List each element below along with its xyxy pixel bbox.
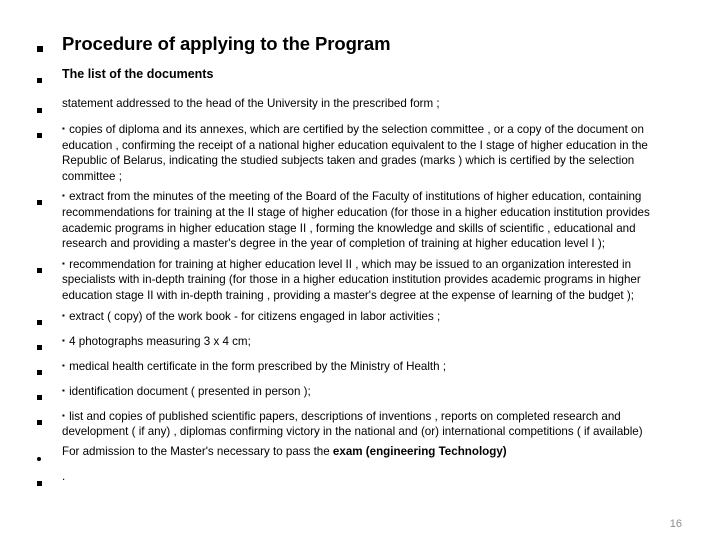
list-item [30,333,680,354]
square-bullet-icon [30,96,54,117]
list-item-body [54,383,680,400]
square-bullet-icon [30,66,54,87]
final-list-item [30,469,680,490]
square-bullet-icon [30,469,54,490]
list-item-text: extract from the minutes of the meeting of the Board of the Faculty of institutions of higher education, containing recommendations for training at the II stage of higher education (for those in a higher education institution provides academic programs in higher education stage II , forming the knowledge and skills of scientific , educational and research and providing a master's degree in the year of completion of training at higher education level I ); [62,190,650,251]
page-title: Procedure of applying to the Program [62,33,391,54]
list-item-text: medical health certificate in the form prescribed by the Ministry of Health ; [69,359,447,373]
square-bullet-icon [30,408,54,429]
list-item [30,96,680,117]
list-item [30,256,680,304]
list-item-body [54,256,680,304]
inner-square-bullet-icon: ▪ [62,385,66,395]
list-item-body [54,308,680,325]
square-bullet-icon [30,333,54,354]
square-bullet-icon [30,358,54,379]
page-number: 16 [669,518,682,530]
inner-square-bullet-icon: ▪ [62,124,66,133]
list-item-text: 4 photographs measuring 3 x 4 cm; [69,334,251,348]
inner-square-bullet-icon: ▪ [62,360,66,370]
inner-square-bullet-icon: ▪ [62,410,66,420]
square-bullet-icon [30,121,54,142]
list-item-body [54,408,680,440]
list-item-text: list and copies of published scientific papers, descriptions of inventions , reports on completed research and development ( if any) , diplomas confirming victory in the national and (or) international competitions ( if available) [62,409,643,439]
round-bullet-icon [30,444,54,465]
inner-square-bullet-icon: ▪ [62,310,66,320]
inner-square-bullet-icon: ▪ [62,191,66,201]
list-item-body [54,333,680,350]
final-item-text: . [62,469,66,483]
list-item-text: copies of diploma and its annexes, which are certified by the selection committee , or a copy of the document on education , confirming the receipt of a national higher education equivalent to the I stage of higher education in the Republic of Belarus, indicating the studied subjects taken and grades (marks ) which is certified by the selection committee ; [62,123,648,183]
inner-square-bullet-icon: ▪ [62,258,66,268]
inner-square-bullet-icon: ▪ [62,335,66,345]
list-item [30,308,680,329]
square-bullet-icon [30,33,54,56]
list-item-text: recommendation for training at higher education level II , which may be issued to an organization interested in specialists with in-depth training (for those in a higher education institution provides academic programs in higher education stage II with in-depth training , providing a master's degree at the expense of learning of the budget ); [62,257,641,302]
list-item-body [54,121,680,184]
slide-subtitle-row [30,66,680,87]
list-item-text: identification document ( presented in person ); [69,384,311,398]
list-item-text: extract ( copy) of the work book - for citizens engaged in labor activities ; [69,309,441,323]
admission-text-plain: For admission to the Master's necessary to pass the [62,444,333,458]
list-item-text: statement addressed to the head of the University in the prescribed form ; [62,97,440,110]
admission-item-body [54,444,680,460]
list-item [30,358,680,379]
list-item [30,383,680,404]
list-item [30,188,680,251]
slide-title-row [30,33,680,56]
square-bullet-icon [30,256,54,277]
list-item-body [54,188,680,251]
admission-text-bold: exam (engineering Technology) [332,444,507,458]
slide-content-list [30,33,680,494]
square-bullet-icon [30,308,54,329]
admission-list-item [30,444,680,465]
slide-subtitle: The list of the documents [62,67,214,81]
list-item [30,408,680,440]
square-bullet-icon [30,188,54,209]
list-item-body [54,358,680,375]
square-bullet-icon [30,383,54,404]
list-item [30,121,680,184]
